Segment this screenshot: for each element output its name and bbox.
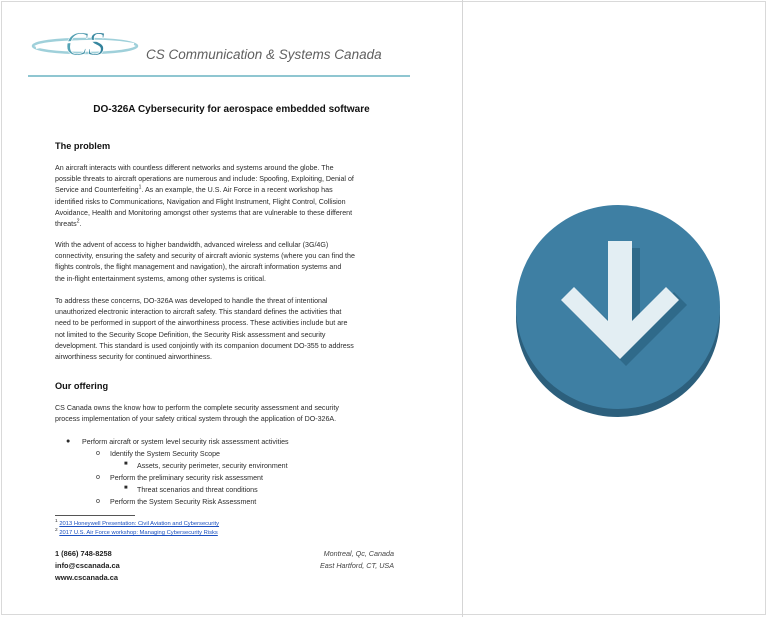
download-arrow-icon[interactable]: [514, 205, 722, 419]
footnote-2: $^2$ 2017 U.S. Air Force workshop: Managing Cybersecurity Risks: [55, 528, 218, 536]
cs-logo: [30, 22, 140, 64]
section-heading-offering: Our offering: [55, 381, 109, 391]
bullet-circle: o: [96, 449, 100, 457]
header-divider: [28, 75, 410, 77]
problem-paragraph-3: To address these concerns, DO-326A was developed to handle the threat of intentional unauthorized electronic interaction to aircraft safety. This standard defines the activities that need to be performed in support of the airworthiness process. These activities include but are not limited to the Security Scope Definition, the Security Risk assessment and security development. This standard is used conjointly with its companion document DO-355 to address airworthiness security for continued airworthiness.: [55, 297, 354, 362]
logo-text: CS: [65, 26, 105, 63]
problem-paragraph-2: With the advent of access to higher bandwidth, advanced wireless and cellular (3G/4G) connectivity, ensuring the safety and security of aircraft avionic systems (where you can find the flights controls, the flight management and navigation), the aircraft information systems and the in-flight entertainment systems, among other systems is critical.: [55, 241, 355, 283]
download-panel: [464, 0, 768, 617]
list-item: Threat scenarios and threat conditions: [137, 486, 258, 494]
bullet-circle: o: [96, 473, 100, 481]
bullet-square: ■: [124, 485, 128, 491]
footnote-divider: [55, 515, 135, 516]
list-item: Perform aircraft or system level security risk assessment activities: [82, 438, 289, 446]
section-heading-problem: The problem: [55, 141, 111, 151]
contact-email: info@cscanada.ca: [55, 561, 120, 570]
problem-paragraph-1: An aircraft interacts with countless different networks and systems around the globe. The possible threats to aircraft operations are numerous and include: Spoofing, Exploiting, Denial of Service and Counterfeiting$^1$. As an example, the U.S. Air Force in a recent workshop has identified risks to Communications, Navigation and Flight Instrument, Flight Control, Collision Avoidance, Health and Monitoring amongst other systems that are vulnerable to these different threats$^2$.: [55, 164, 354, 229]
document-title: DO-326A Cybersecurity for aerospace embedded software: [93, 104, 370, 115]
list-item: Perform the preliminary security risk assessment: [110, 474, 263, 482]
location-montreal: Montreal, Qc, Canada: [323, 549, 394, 558]
list-item: Assets, security perimeter, security environment: [137, 462, 288, 470]
bullet-square: ■: [124, 461, 128, 467]
bullet-disc: ●: [66, 437, 71, 445]
bullet-circle: o: [96, 497, 100, 505]
offering-paragraph: CS Canada owns the know how to perform the complete security assessment and security process implementation of your safety critical system through the application of DO-326A.: [55, 404, 339, 424]
footnote-link-2[interactable]: 2017 U.S. Air Force workshop: Managing Cybersecurity Risks: [59, 529, 218, 536]
list-item: Perform the System Security Risk Assessment: [110, 498, 257, 506]
list-item: Identify the System Security Scope: [110, 450, 221, 458]
contact-website: www.cscanada.ca: [55, 573, 118, 582]
footnote-link-1[interactable]: 2013 Honeywell Presentation: Civil Aviation and Cybersecurity: [59, 520, 220, 527]
footnote-1: $^1$ 2013 Honeywell Presentation: Civil Aviation and Cybersecurity: [55, 519, 220, 527]
company-name: CS Communication & Systems Canada: [146, 47, 382, 62]
location-hartford: East Hartford, CT, USA: [319, 561, 394, 570]
contact-phone: 1 (866) 748-8258: [55, 549, 112, 558]
